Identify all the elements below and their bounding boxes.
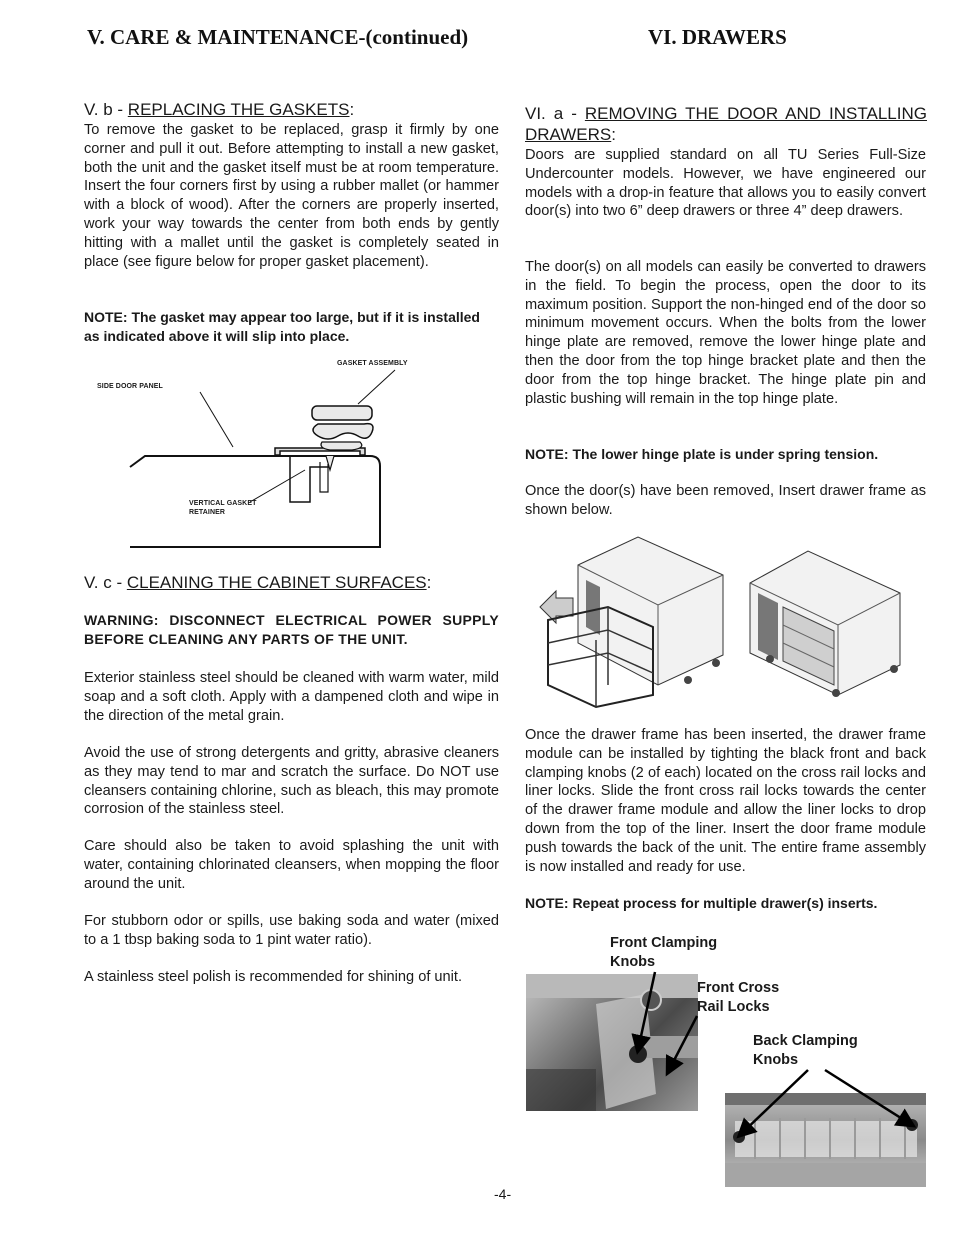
- label-back-clamping-1: Back Clamping: [753, 1033, 858, 1049]
- cleaning-heading-title: CLEANING THE CABINET SURFACES: [126, 573, 427, 592]
- cleaning-paragraph-3: Care should also be taken to avoid splashing the unit with water, containing chlorinated cleansers, when mopping the floor around the unit.: [84, 838, 499, 892]
- drawers-prefix: VI. a -: [525, 104, 585, 123]
- page-number: -4-: [494, 1186, 512, 1202]
- label-front-clamping-1: Front Clamping: [610, 935, 718, 951]
- gaskets-body: To remove the gasket to be replaced, grasp it firmly by one corner and pull it out. Before attempting to install a new gasket, both the unit and the gasket itself must be at room temperature. Insert the four corners first by using a rubber mallet (or hammer with a block of wood). After the corners are properly inserted, work your way towards the center from both ends by gently hitting with a mallet until the gasket is completely seated in place (see figure below for proper gasket placement).: [84, 122, 499, 270]
- label-retainer-line2: RETAINER: [189, 509, 226, 516]
- drawers-paragraph-4: Once the drawer frame has been inserted, the drawer frame module can be installed by tighting the black front and back clamping knobs (2 of each) located on the cross rail locks and liner locks. Slide the front cross rail locks towards the center of the drawer frame module and allow the liner locks to drop down from the top of the liner. Insert the door frame module push towards the back of the unit. The entire frame assembly is now installed and ready for use.: [525, 727, 926, 875]
- arrow-back-knob-left: [740, 1070, 808, 1135]
- cleaning-suffix: :: [426, 573, 432, 592]
- cleaning-paragraph-2: Avoid the use of strong detergents and gritty, abrasive cleaners as they may tend to mar and scratch the surface. Do NOT use cleansers containing chlorine, such as bleach, this may promote corrosion of the stainless steel.: [84, 745, 499, 818]
- right-column-title: VI. DRAWERS: [648, 25, 787, 49]
- gaskets-prefix: V. b -: [84, 100, 128, 119]
- gaskets-suffix: :: [349, 100, 355, 119]
- drawers-paragraph-3: Once the door(s) have been removed, Insert drawer frame as shown below.: [525, 483, 926, 518]
- cleaning-prefix: V. c -: [84, 573, 127, 592]
- cleaning-paragraph-5: A stainless steel polish is recommended for shining of unit.: [84, 969, 463, 985]
- label-retainer-line1: VERTICAL GASKET: [189, 500, 257, 507]
- cleaning-paragraph-1: Exterior stainless steel should be cleaned with warm water, mild soap and a soft cloth. Apply with a dampened cloth and wipe in the direction of the metal grain.: [84, 670, 499, 724]
- gaskets-note: NOTE: The gasket may appear too large, but if it is installed as indicated above it will slip into place.: [84, 309, 480, 344]
- drawers-paragraph-1: Doors are supplied standard on all TU Series Full-Size Undercounter models. However, we have engineered our models with a drop-in feature that allows you to easily convert door(s) into two 6” deep drawers or three 4” deep drawers.: [525, 147, 926, 220]
- label-front-clamping-2: Knobs: [610, 954, 656, 970]
- left-column-title: V. CARE & MAINTENANCE-(continued): [87, 25, 469, 49]
- drawers-suffix: :: [611, 125, 616, 144]
- label-side-door-panel: SIDE DOOR PANEL: [97, 383, 163, 390]
- drawers-heading-title: REMOVING THE DOOR AND INSTALLING DRAWERS: [525, 104, 927, 144]
- drawers-note-repeat: NOTE: Repeat process for multiple drawer(s) inserts.: [525, 895, 878, 911]
- label-cross-rail-2: Rail Locks: [697, 999, 770, 1015]
- label-gasket-assembly: GASKET ASSEMBLY: [337, 360, 408, 367]
- label-back-clamping-2: Knobs: [753, 1052, 799, 1068]
- drawers-paragraph-2: The door(s) on all models can easily be converted to drawers in the field. To begin the process, open the door to its maximum position. Support the non-hinged end of the door so minimum movement occurs. When the bolts from the lower hinge plate are removed, remove the lower hinge plate and then the door from the top hinge bracket plate and then the door from the top hinge bracket. The hinge plate pin and plastic bushing will remain in the top hinge plate.: [525, 259, 926, 407]
- cleaning-warning: WARNING: DISCONNECT ELECTRICAL POWER SUPPLY BEFORE CLEANING ANY PARTS OF THE UNIT.: [84, 612, 499, 647]
- label-cross-rail-1: Front Cross: [697, 980, 780, 996]
- drawers-note-spring: NOTE: The lower hinge plate is under spring tension.: [525, 446, 879, 462]
- arrow-back-knob-right: [825, 1070, 912, 1125]
- arrow-front-knobs: [638, 972, 655, 1050]
- gaskets-heading-title: REPLACING THE GASKETS: [127, 100, 350, 119]
- arrow-cross-rail: [668, 1016, 697, 1072]
- cleaning-paragraph-4: For stubborn odor or spills, use baking soda and water (mixed to a 1 tbsp baking soda to 1 pint water ratio).: [84, 913, 499, 948]
